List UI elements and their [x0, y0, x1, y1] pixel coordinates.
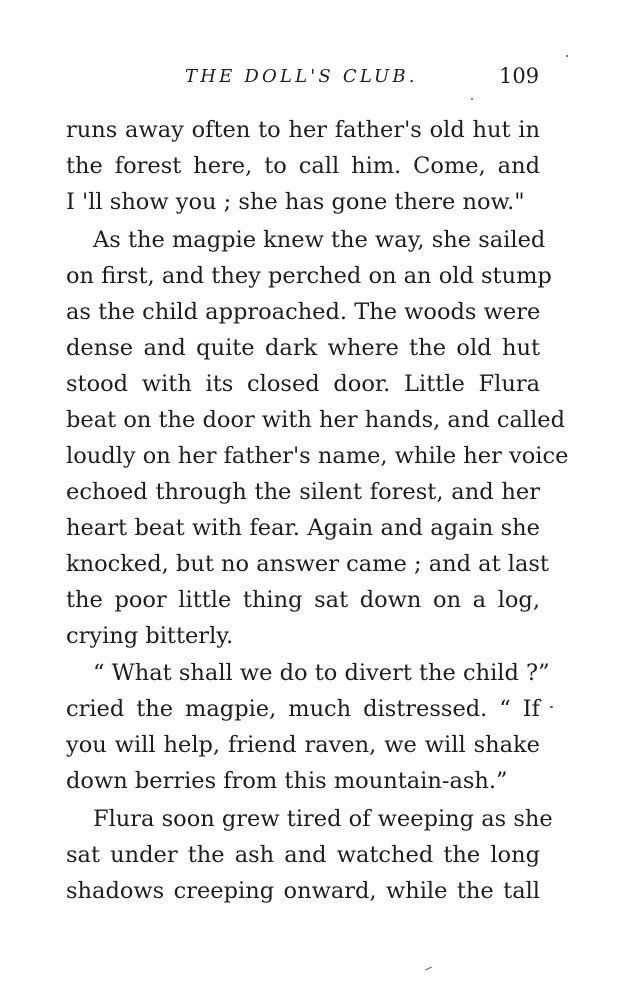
- paragraph-first-line: Flura soon grew tired of weeping as she: [93, 806, 553, 832]
- paragraph-first-line: As the magpie knew the way, she sailed: [93, 227, 546, 253]
- print-speck: [566, 55, 568, 57]
- text-line: cried the magpie, much distressed. “ If: [66, 696, 540, 722]
- text-line: down berries from this mountain-ash.”: [66, 768, 508, 794]
- text-line: beat on the door with her hands, and called: [66, 407, 566, 433]
- text-line: knocked, but no answer came ; and at last: [66, 551, 549, 577]
- print-speck: [425, 967, 432, 971]
- paragraph-first-line: “ What shall we do to divert the child ?”: [93, 660, 550, 686]
- text-line: runs away often to her father's old hut in: [66, 117, 540, 143]
- print-speck: [550, 706, 553, 708]
- text-line: loudly on her father's name, while her voice: [66, 443, 569, 469]
- text-line: crying bitterly.: [66, 623, 234, 649]
- running-head-title: THE DOLL'S CLUB.: [185, 66, 418, 87]
- text-line: the poor little thing sat down on a log,: [66, 587, 540, 613]
- text-line: you will help, friend raven, we will shake: [66, 732, 540, 758]
- text-line: echoed through the silent forest, and her: [66, 479, 540, 505]
- text-line: shadows creeping onward, while the tall: [66, 878, 540, 904]
- text-line: dense and quite dark where the old hut: [66, 335, 540, 361]
- text-line: the forest here, to call him. Come, and: [66, 153, 540, 179]
- print-speck: [471, 98, 473, 100]
- text-line: as the child approached. The woods were: [66, 299, 541, 325]
- text-line: I 'll show you ; she has gone there now.": [66, 189, 525, 215]
- text-line: sat under the ash and watched the long: [66, 842, 540, 868]
- text-line: stood with its closed door. Little Flura: [66, 371, 540, 397]
- page-number: 109: [499, 64, 540, 88]
- text-line: heart beat with fear. Again and again she: [66, 515, 540, 541]
- text-line: on first, and they perched on an old stump: [66, 263, 552, 289]
